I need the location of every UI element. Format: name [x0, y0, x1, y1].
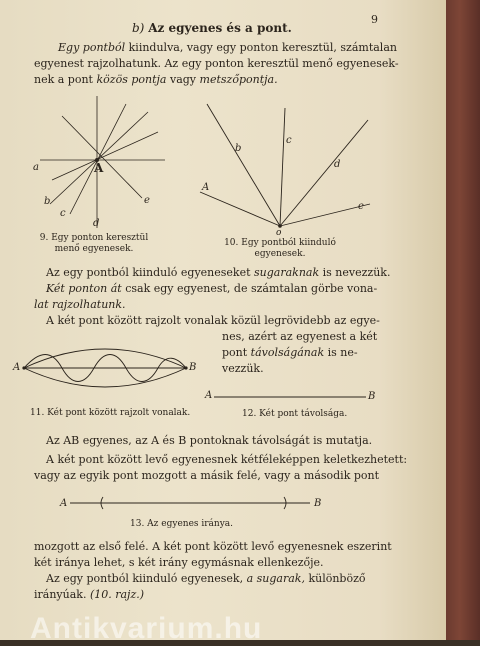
para2-l1c: is nevezzük.: [319, 266, 391, 279]
fig11-arc-upper: [24, 349, 186, 368]
fig10-caption: [218, 238, 342, 260]
fig13-caption: 13. Az egyenes iránya.: [130, 519, 234, 529]
fig10-label-b: b: [235, 143, 242, 154]
para6-line1: mozgott az első felé. A két pont között levő egyenesnek eszerint: [34, 540, 392, 553]
fig12-label-A: A: [205, 390, 213, 401]
fig10-caption-l2: egyenesek.: [254, 249, 306, 259]
para2-line2: [46, 282, 377, 295]
fig9-label-e: e: [144, 195, 150, 206]
fig9-label-b: b: [44, 196, 51, 207]
para6-l3a: Az egy pontból kiinduló egyenesek,: [46, 572, 247, 585]
para3-l3c: is ne-: [324, 346, 358, 359]
fig11-caption: 11. Két pont között rajzolt vonalak.: [30, 408, 191, 418]
fig10-label-e: e: [358, 201, 364, 212]
para5-line2: vagy az egyik pont mozgott a másik felé, vagy a második pont: [34, 469, 380, 482]
para1-l3d: metszőpontja.: [199, 73, 278, 86]
fig10-ray-b: [207, 104, 280, 226]
para1-l3c: vagy: [166, 73, 200, 86]
para3-line2: nes, azért az egyenest a két: [222, 330, 378, 343]
watermark: Antikvarium.hu: [30, 612, 263, 645]
para6-l4a: irányúak.: [34, 588, 90, 601]
fig11-label-B: B: [189, 362, 197, 373]
para2-l1a: Az egy pontból kiinduló egyeneseket: [46, 266, 255, 279]
fig9-caption-l2: menő egyenesek.: [54, 244, 134, 254]
para3-l3a: pont: [222, 346, 251, 359]
para6-line2: két iránya lehet, s két irány egymásnak ellenkezője.: [34, 556, 324, 569]
fig10-rays: [200, 104, 370, 226]
fig9-label-d: d: [93, 218, 100, 229]
para5-line1: A két pont között levő egyenesnek kétféleképpen keletkezhetett:: [46, 453, 408, 466]
para2-l2a: Két ponton át: [46, 282, 122, 295]
para6-line4: [34, 588, 144, 601]
fig10-ray-d: [280, 120, 368, 226]
book-spine: [446, 0, 480, 640]
fig11-curves: [24, 349, 186, 387]
fig11-point-A: [22, 366, 25, 369]
para6-l3b: a sugarak,: [246, 572, 305, 585]
fig11-label-A: A: [13, 362, 21, 373]
fig10-label-A: A: [202, 182, 210, 193]
fig10-ray-c: [280, 108, 285, 226]
fig10-caption-l1: 10. Egy pontból kiinduló: [224, 238, 336, 248]
para2-l1b: sugaraknak: [254, 266, 320, 279]
fig9-caption-l1: 9. Egy ponton keresztül: [39, 233, 149, 243]
para4-line1: Az AB egyenes, az A és B pontoknak távolságát is mutatja.: [46, 434, 373, 447]
para3-line1: A két pont között rajzolt vonalak közül legrövidebb az egye-: [46, 314, 380, 327]
para2-l2b: csak egy egyenest, de számtalan görbe vona-: [121, 282, 378, 295]
fig13-label-A: A: [60, 498, 68, 509]
para3-l3b: távolságának: [250, 346, 325, 359]
fig10-label-o: o: [276, 228, 282, 238]
para1-text: kiindulva, vagy egy ponton keresztül, számtalan: [125, 41, 397, 54]
fig11-point-B: [184, 366, 187, 369]
page-number: 9: [371, 13, 378, 26]
fig9-line-b: [50, 112, 148, 204]
para1-l3a: nek a pont: [34, 73, 97, 86]
fig9-label-a: a: [33, 162, 39, 173]
fig9-label-A: A: [94, 161, 104, 175]
para2-line3: lat rajzolhatunk.: [34, 298, 126, 311]
fig10-ray-A: [200, 192, 280, 226]
heading-text: Az egyenes és a pont.: [148, 21, 292, 35]
fig10-ray-e: [280, 204, 370, 226]
fig10-label-d: d: [334, 159, 341, 170]
fig13-label-B: B: [314, 498, 322, 509]
para1-l3b: közös pontja: [96, 73, 167, 86]
fig12-label-B: B: [368, 391, 376, 402]
fig9-label-c: c: [60, 208, 66, 219]
fig11-arc-lower: [24, 368, 186, 387]
para1-italic: Egy pontból: [58, 41, 126, 54]
fig9-line-f: [52, 132, 158, 180]
para2-line1: [46, 266, 390, 279]
para1-line2: egyenest rajzolhatunk. Az egy ponton keresztül menő egyenesek-: [34, 57, 399, 70]
para3-line4: vezzük.: [222, 362, 264, 375]
heading-prefix: b): [132, 21, 145, 35]
para6-l3c: különböző: [304, 572, 366, 585]
fig10-label-c: c: [286, 135, 292, 146]
para6-line3: [46, 572, 366, 585]
fig12-caption: 12. Két pont távolsága.: [242, 409, 348, 419]
para3-line3: [222, 346, 358, 359]
para6-l4b: (10. rajz.): [89, 588, 145, 601]
fig9-caption: [32, 233, 156, 255]
